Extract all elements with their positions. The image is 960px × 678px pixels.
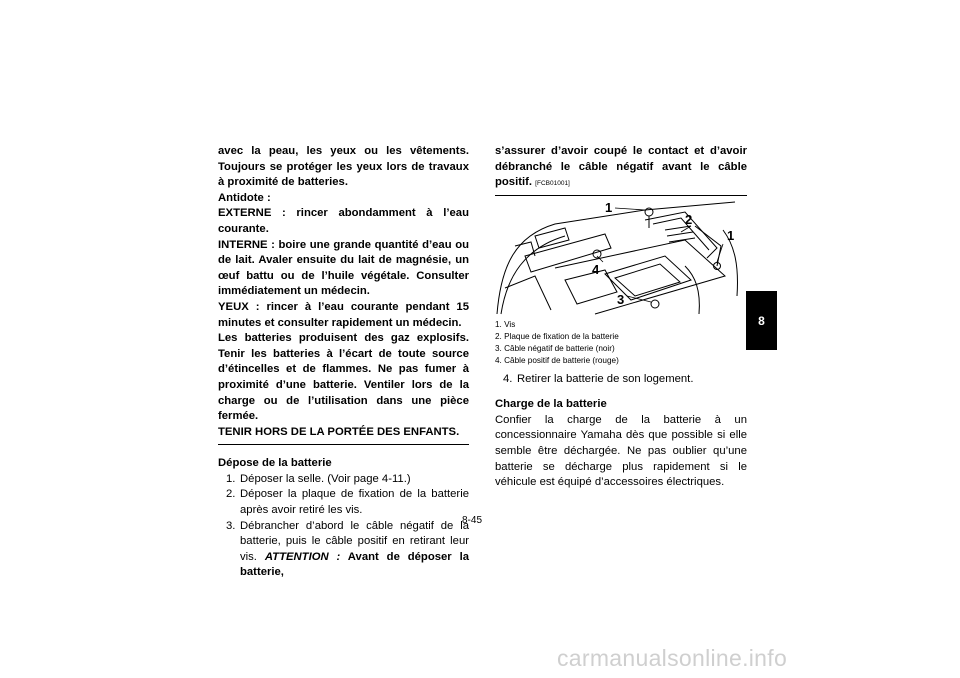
section-title-removal: Dépose de la batterie [218, 457, 332, 470]
warning-paragraph: avec la peau, les yeux ou les vêtements. Toujours se protéger les yeux lors de travaux à proximité de batteries. [218, 145, 469, 189]
callout-3: 3 [617, 291, 625, 307]
callout-2: 2 [685, 211, 693, 227]
charge-text: Confier la charge de la batterie à un concessionnaire Yamaha dès que possible si elle semble être déchargée. Ne pas oublier qu’une batterie se décharge plus rapidement si le véhicule est équipé d’accessoires électriques. [495, 413, 747, 489]
legend-item: 2. Plaque de fixation de la batterie [495, 331, 619, 341]
callout-1b: 1 [727, 227, 735, 243]
callout-4: 4 [592, 261, 600, 277]
step-number: 4. [503, 372, 513, 385]
step-text: Retirer la batterie de son logement. [517, 372, 694, 385]
attention-label: ATTENTION : [264, 550, 341, 563]
step-item [495, 372, 747, 388]
step-text: Déposer la selle. (Voir page 4-11.) [240, 472, 411, 485]
step-number: 2. [226, 488, 236, 501]
removal-steps [218, 472, 469, 581]
attention-text: Avant de déposer la batterie, [240, 550, 470, 579]
step-item [218, 487, 469, 518]
battery-illustration [495, 195, 747, 316]
step-item [218, 472, 469, 488]
step-text: Déposer la plaque de fixation de la batterie après avoir retiré les vis. [240, 488, 469, 517]
callout-1: 1 [605, 199, 613, 215]
attention-continuation-text: s’assurer d’avoir coupé le contact et d’avoir débranché le câble négatif avant le câble positif. [495, 145, 747, 189]
attention-continuation [495, 144, 747, 192]
legend-item: 3. Câble négatif de batterie (noir) [495, 344, 615, 354]
right-column [495, 144, 747, 491]
step-number: 3. [226, 519, 236, 532]
warning-paragraph: Antidote : [218, 191, 271, 204]
warning-block [218, 144, 469, 445]
section-title-charge: Charge de la batterie [495, 398, 607, 411]
attention-code: [FCB01001] [535, 180, 570, 188]
step-text: Débrancher d’abord le câble négatif de la batterie, puis le câble positif en retirant leur vis. [240, 519, 469, 563]
step-item [218, 519, 469, 581]
warning-paragraph: EXTERNE : rincer abondamment à l’eau courante. [218, 207, 469, 235]
warning-paragraph: YEUX : rincer à l’eau courante pendant 15 minutes et consulter rapidement un médecin. [218, 300, 469, 329]
chapter-tab: 8 [746, 291, 777, 350]
warning-divider [218, 444, 469, 445]
warning-paragraph: TENIR HORS DE LA PORTÉE DES ENFANTS. [218, 425, 460, 438]
left-column [218, 144, 469, 581]
step-number: 1. [226, 472, 236, 485]
figure-legend [495, 319, 747, 368]
page-number: 8-45 [462, 515, 483, 526]
watermark: carmanualsonline.info [557, 645, 788, 671]
warning-paragraph: INTERNE : boire une grande quantité d’eau ou de lait. Avaler ensuite du lait de magnésie, un œuf battu ou de l’huile végétale. Consulter immédiatement un médecin. [218, 238, 469, 298]
legend-item: 4. Câble positif de batterie (rouge) [495, 356, 619, 366]
warning-paragraph: Les batteries produisent des gaz explosifs. Tenir les batteries à l’écart de toute source d’étincelles et de flammes. Ne pas fumer à proximité d’une batterie. Ventiler lors de la charge ou de l’utilisation dans une pièce fermée. [218, 332, 469, 423]
legend-item: 1. Vis [495, 319, 516, 329]
